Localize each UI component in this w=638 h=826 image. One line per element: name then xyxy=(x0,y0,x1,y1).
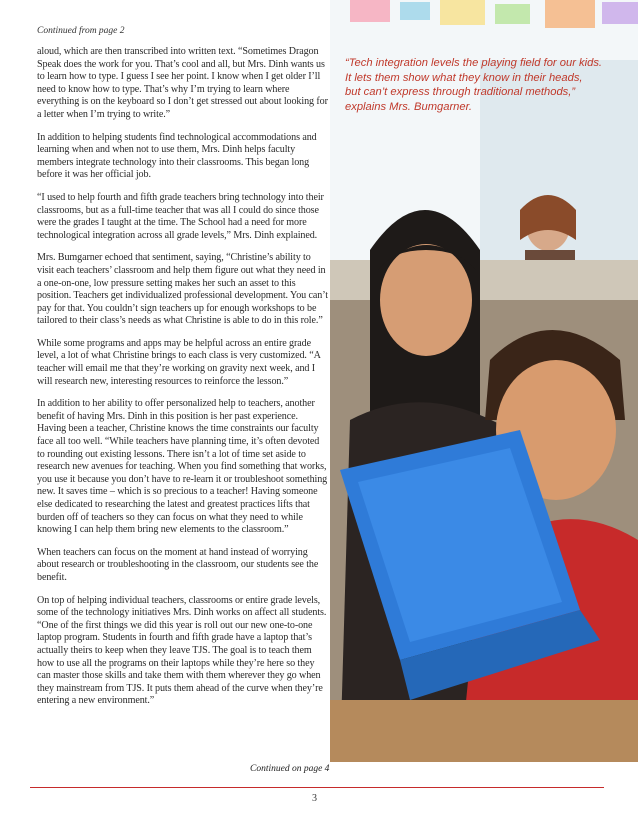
pull-quote-line-1: “Tech integration levels the playing field for our kids. xyxy=(345,57,603,69)
paragraph-5: While some programs and apps may be helpful across an entire grade level, a lot of what Christine brings to each class is very customized. “A teacher will email me that they’re working on gravity next week, and I will research new, interesting resources to reinforce the lesson.” xyxy=(37,337,321,387)
paragraph-6: In addition to her ability to offer personalized help to teachers, another benefit of having Mrs. Dinh in this position is her past experience. Having been a teacher, Christine knows the time constraints our faculty face all too well. “While teachers have planning time, it’s often devoted to rounding out existing lessons. There isn’t a lot of time set aside to research new avenues for teaching. When you find something that works, you use it because you don’t have to re-learn it or troubleshoot something new. It saves time – which is so precious to a teacher! Having someone else dedicated to researching the latest and greatest practices lifts that burden off of teachers so they can focus on what they need to while knowing I can help them bring new elements to the classroom.” xyxy=(37,398,328,536)
paragraph-2: In addition to helping students find technological accommodations and learning when and when not to use them, Mrs. Dinh helps faculty members integrate technology into their classrooms. This began long before it was her official job. xyxy=(37,131,317,181)
pull-quote-line-2: It lets them show what they know in their heads, xyxy=(345,71,583,84)
paragraph-3: “I used to help fourth and fifth grade teachers bring technology into their classrooms, but as a full-time teacher that was all I could do since those were the grades I taught at the time. The School had a need for more technological integration across all grade levels,” Mrs. Dinh explained. xyxy=(37,191,324,241)
pull-quote-line-3: but can’t express through traditional methods,” xyxy=(345,86,576,99)
paragraph-7: When teachers can focus on the moment at hand instead of worrying about research or troubleshooting in the classroom, our students see the benefit. xyxy=(37,546,319,583)
pull-quote-line-4: explains Mrs. Bumgarner. xyxy=(345,100,473,113)
pull-quote xyxy=(345,56,607,114)
continued-on-note: Continued on page 4 xyxy=(250,764,330,774)
paragraph-8: On top of helping individual teachers, classrooms or entire grade levels, some of the technology initiatives Mrs. Dinh works on affect all students. “One of the first things we did this year is roll out our new one-to-one laptop program. Students in fourth and fifth grade have a laptop that’s actually theirs to keep when they leave TJS. The goal is to teach them how to use all the programs on their laptops while they’re here so they can master those skills and take them with them wherever they go when they mainstream from TJS. It puts them ahead of the curve when they’re entering a new environment.” xyxy=(37,594,327,707)
continued-from-note: Continued from page 2 xyxy=(37,26,125,36)
footer-divider xyxy=(30,787,604,788)
article-body xyxy=(37,46,329,718)
page-number: 3 xyxy=(312,793,317,804)
paragraph-4: Mrs. Bumgarner echoed that sentiment, saying, “Christine’s ability to visit each teachers’ classroom and help them figure out what they need in a one-on-one, low pressure setting makes her such an asset to this position. Teachers get individualized professional development. You can’t pay for that. You couldn’t sign teachers up for enough workshops to be tailored to their class’s needs as what Christine is able to do in this role.” xyxy=(37,252,329,327)
paragraph-1: aloud, which are then transcribed into written text. “Sometimes Dragon Speak does the work for you. That’s cool and all, but Mrs. Dinh wants us to learn how to type. I guess I see her point. I know when I get older I’ll need to know how to type. That’s why I’m trying to learn where everything is on the keyboard so I don’t get stressed out about looking for a letter when I’m trying to write.” xyxy=(37,46,328,120)
